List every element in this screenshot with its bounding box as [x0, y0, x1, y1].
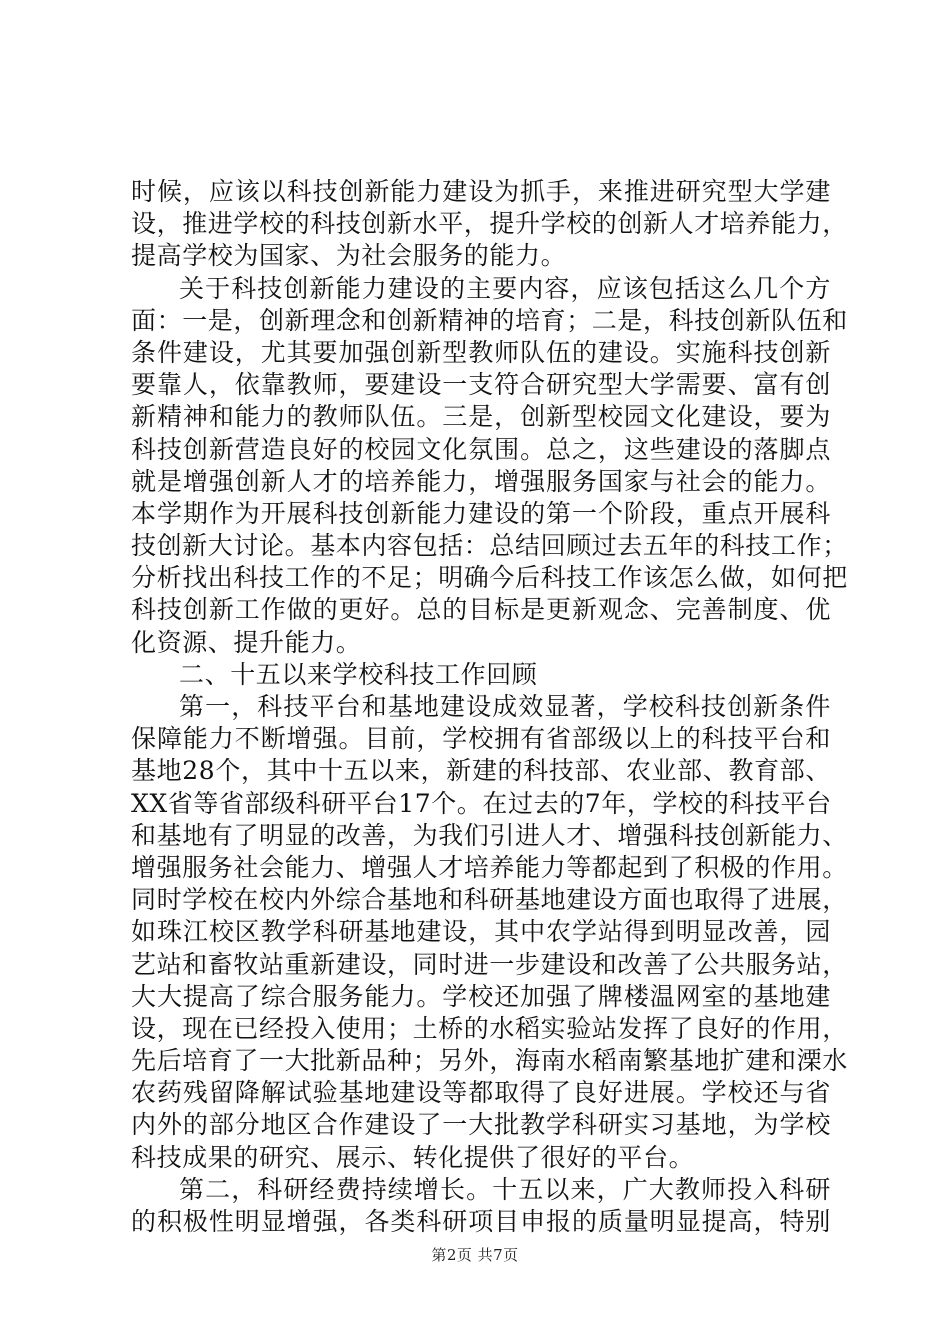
text-line: 大大提高了综合服务能力。学校还加强了牌楼温网室的基地建 — [131, 981, 831, 1011]
text-line: 时候，应该以科技创新能力建设为抓手，来推进研究型大学建 — [131, 177, 831, 206]
text-line: 农药残留降解试验基地建设等都取得了良好进展。学校还与省 — [131, 1078, 831, 1108]
text-line: 科技创新营造良好的校园文化氛围。总之，这些建设的落脚点 — [131, 434, 831, 464]
text-line: 设，推进学校的科技创新水平，提升学校的创新人才培养能力， — [131, 209, 848, 239]
text-line: 关于科技创新能力建设的主要内容，应该包括这么几个方 — [179, 273, 831, 303]
text-line: 就是增强创新人才的培养能力，增强服务国家与社会的能力。 — [131, 466, 831, 496]
text-line: 第一，科技平台和基地建设成效显著，学校科技创新条件 — [179, 692, 831, 721]
text-line: 要靠人，依靠教师，要建设一支符合研究型大学需要、富有创 — [131, 370, 831, 400]
text-line: 提高学校为国家、为社会服务的能力。 — [131, 241, 567, 271]
text-line: 化资源、提升能力。 — [131, 627, 362, 657]
text-line: 和基地有了明显的改善，为我们引进人才、增强科技创新能力、 — [131, 820, 848, 850]
text-line: 内外的部分地区合作建设了一大批教学科研实习基地，为学校 — [131, 1110, 831, 1140]
text-line: 科技成果的研究、展示、转化提供了很好的平台。 — [131, 1142, 695, 1172]
text-line: 基地28个，其中十五以来，新建的科技部、农业部、教育部、 — [131, 756, 831, 786]
text-line: 同时学校在校内外综合基地和科研基地建设方面也取得了进展， — [131, 885, 848, 915]
page-footer: 第2页 共7页 — [431, 1246, 519, 1264]
text-line: 分析找出科技工作的不足；明确今后科技工作该怎么做，如何把 — [131, 563, 848, 593]
text-line: 第二，科研经费持续增长。十五以来，广大教师投入科研 — [179, 1174, 831, 1204]
text-line: 科技创新工作做的更好。总的目标是更新观念、完善制度、优 — [131, 595, 831, 625]
text-line: 新精神和能力的教师队伍。三是，创新型校园文化建设，要为 — [131, 402, 831, 432]
text-line: 本学期作为开展科技创新能力建设的第一个阶段，重点开展科 — [131, 498, 831, 528]
text-line: 条件建设，尤其要加强创新型教师队伍的建设。实施科技创新 — [131, 337, 831, 367]
text-line: XX省等省部级科研平台17个。在过去的7年，学校的科技平台 — [131, 788, 832, 818]
text-line: 技创新大讨论。基本内容包括：总结回顾过去五年的科技工作； — [131, 531, 848, 561]
text-line: 保障能力不断增强。目前，学校拥有省部级以上的科技平台和 — [131, 724, 831, 754]
text-line: 面：一是，创新理念和创新精神的培育；二是，科技创新队伍和 — [131, 305, 848, 335]
text-line: 二、十五以来学校科技工作回顾 — [179, 659, 538, 689]
body-text — [131, 176, 848, 1238]
text-line: 增强服务社会能力、增强人才培养能力等都起到了积极的作用。 — [131, 852, 848, 882]
text-line: 艺站和畜牧站重新建设，同时进一步建设和改善了公共服务站， — [131, 949, 848, 979]
text-line: 设，现在已经投入使用；土桥的水稻实验站发挥了良好的作用， — [131, 1013, 848, 1043]
text-line: 如珠江校区教学科研基地建设，其中农学站得到明显改善，园 — [131, 917, 831, 947]
text-line: 先后培育了一大批新品种；另外，海南水稻南繁基地扩建和溧水 — [131, 1046, 848, 1076]
text-line: 的积极性明显增强，各类科研项目申报的质量明显提高，特别 — [131, 1207, 831, 1236]
